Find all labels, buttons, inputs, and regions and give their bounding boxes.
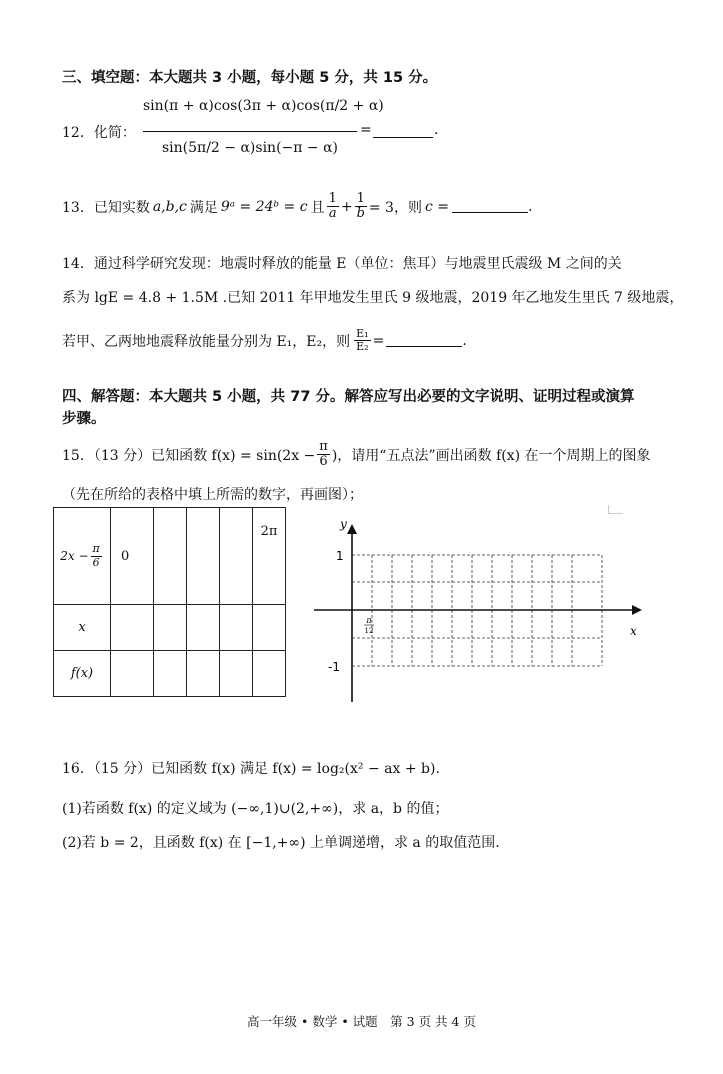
q15-line2: （先在所给的表格中填上所需的数字，再画图）； bbox=[62, 487, 363, 503]
table-cell[interactable] bbox=[253, 508, 286, 605]
q12-denominator: sin(5π/2 − α)sin(−π − α) bbox=[161, 140, 339, 156]
q13-frac-b: $\frac{1}{b}$ bbox=[356, 191, 365, 222]
q12-fraction-bar bbox=[143, 131, 357, 132]
table-cell[interactable] bbox=[220, 651, 253, 697]
table-cell[interactable] bbox=[154, 605, 187, 651]
corner-mark bbox=[608, 505, 623, 514]
q13-end: . bbox=[528, 198, 533, 215]
q15-frac-num: π bbox=[319, 439, 328, 454]
y-axis-arrow-icon bbox=[347, 524, 357, 534]
q12-numerator: sin(π + α)cos(3π + α)cos(π/2 + α) bbox=[143, 98, 384, 114]
section-4-heading-line1: 四、解答题：本大题共 5 小题，共 77 分。解答应写出必要的文字说明、证明过程或演算 bbox=[62, 389, 635, 405]
q15-line1-b: )，请用“五点法”画出函数 f(x) 在一个周期上的图象 bbox=[331, 447, 651, 464]
page-footer: 高一年级 • 数学 • 试题 第 3 页 共 4 页 bbox=[247, 1014, 476, 1029]
y-tick-neg-one: -1 bbox=[328, 660, 340, 674]
table-cell[interactable] bbox=[111, 651, 154, 697]
q14-answer-blank bbox=[386, 334, 462, 347]
q14-line3 bbox=[62, 328, 467, 353]
x-tick-den: 12 bbox=[364, 627, 374, 635]
table-cell[interactable] bbox=[154, 508, 187, 605]
table-row1-frac bbox=[91, 543, 102, 568]
q14-end: . bbox=[462, 332, 467, 349]
section-4-heading-line2: 步骤。 bbox=[62, 411, 106, 427]
table-cell[interactable] bbox=[220, 508, 253, 605]
table-cell[interactable] bbox=[220, 605, 253, 651]
table-row1-frac-num: π bbox=[92, 542, 100, 556]
table-row1-label-text: 2x − bbox=[60, 549, 89, 563]
table-cell[interactable] bbox=[187, 605, 220, 651]
five-point-table bbox=[53, 507, 286, 697]
table-row1-label bbox=[54, 508, 111, 605]
q13-cond1: 满足 bbox=[189, 199, 218, 216]
table-cell[interactable] bbox=[154, 651, 187, 697]
q16-part1: (1)若函数 f(x) 的定义域为 (−∞,1)∪(2,+∞)，求 a，b 的值； bbox=[62, 801, 449, 817]
q12-number: 12．化简： bbox=[62, 125, 136, 141]
q14-line1: 14．通过科学研究发现：地震时释放的能量 E（单位：焦耳）与地震里氏震级 M 之间的关 bbox=[62, 256, 622, 272]
y-axis-label: y bbox=[340, 517, 347, 531]
q13-answer-blank bbox=[452, 200, 528, 213]
q14-frac-den: E₂ bbox=[356, 340, 369, 354]
q16-part2: (2)若 b = 2，且函数 f(x) 在 [−1,+∞) 上单调递增，求 a 的取值范围. bbox=[62, 835, 500, 851]
coordinate-graph bbox=[300, 500, 660, 715]
q14-equals: = bbox=[372, 332, 385, 349]
x-tick-num: π bbox=[366, 616, 372, 625]
q12-answer-blank bbox=[373, 125, 433, 138]
q13-c-eq: c = bbox=[424, 198, 449, 215]
table-row1-frac-den: 6 bbox=[92, 555, 100, 569]
q14-line3-text: 若甲、乙两地地震释放能量分别为 E₁，E₂，则 bbox=[62, 333, 351, 350]
table-cell[interactable] bbox=[187, 508, 220, 605]
table-cell[interactable] bbox=[253, 651, 286, 697]
table-row1-first: 0 bbox=[121, 548, 130, 564]
q15-line1 bbox=[62, 440, 651, 470]
q15-frac-den: 6 bbox=[319, 454, 328, 470]
table-row3-label: f(x) bbox=[54, 651, 111, 697]
table-cell[interactable] bbox=[111, 508, 154, 605]
q13-vars: a,b,c bbox=[152, 198, 187, 215]
table-cell[interactable] bbox=[253, 605, 286, 651]
q13-eq: 9ᵃ = 24ᵇ = c bbox=[220, 198, 308, 215]
table-cell[interactable] bbox=[111, 605, 154, 651]
q14-fraction bbox=[354, 328, 370, 353]
y-tick-one: 1 bbox=[336, 549, 344, 563]
q13-number: 13．已知实数 bbox=[62, 199, 150, 216]
q13-cond2: 且 bbox=[310, 199, 325, 216]
q15-line1-a: 15．（13 分）已知函数 f(x) = sin(2x − bbox=[62, 447, 316, 464]
q16-line1: 16．（15 分）已知函数 f(x) 满足 f(x) = log₂(x² − ax + b). bbox=[62, 761, 440, 777]
x-axis-arrow-icon bbox=[632, 605, 642, 615]
section-3-heading: 三、填空题：本大题共 3 小题，每小题 5 分，共 15 分。 bbox=[62, 70, 438, 86]
q13-frac-a: $\frac{1}{a}$ bbox=[328, 191, 337, 222]
table-cell[interactable] bbox=[187, 651, 220, 697]
q13-eq2-tail: = 3，则 bbox=[368, 199, 422, 216]
table-row2-label: x bbox=[54, 605, 111, 651]
q13-line: 13．已知实数 a,b,c 满足 9ᵃ = 24ᵇ = c 且 $\frac{1}{a}$ + $\frac{1}{b}$ = 3，则 c = . bbox=[62, 191, 533, 222]
q14-line2: 系为 lgE = 4.8 + 1.5M .已知 2011 年甲地发生里氏 9 级地震，2019 年乙地发生里氏 7 级地震， bbox=[62, 290, 684, 306]
q12-equals: = bbox=[360, 122, 372, 138]
q12-end: . bbox=[434, 122, 439, 138]
q15-frac bbox=[317, 440, 330, 470]
x-axis-label: x bbox=[630, 624, 637, 638]
q14-frac-num: E₁ bbox=[356, 327, 369, 340]
table-row1-last: 2π bbox=[260, 524, 278, 539]
